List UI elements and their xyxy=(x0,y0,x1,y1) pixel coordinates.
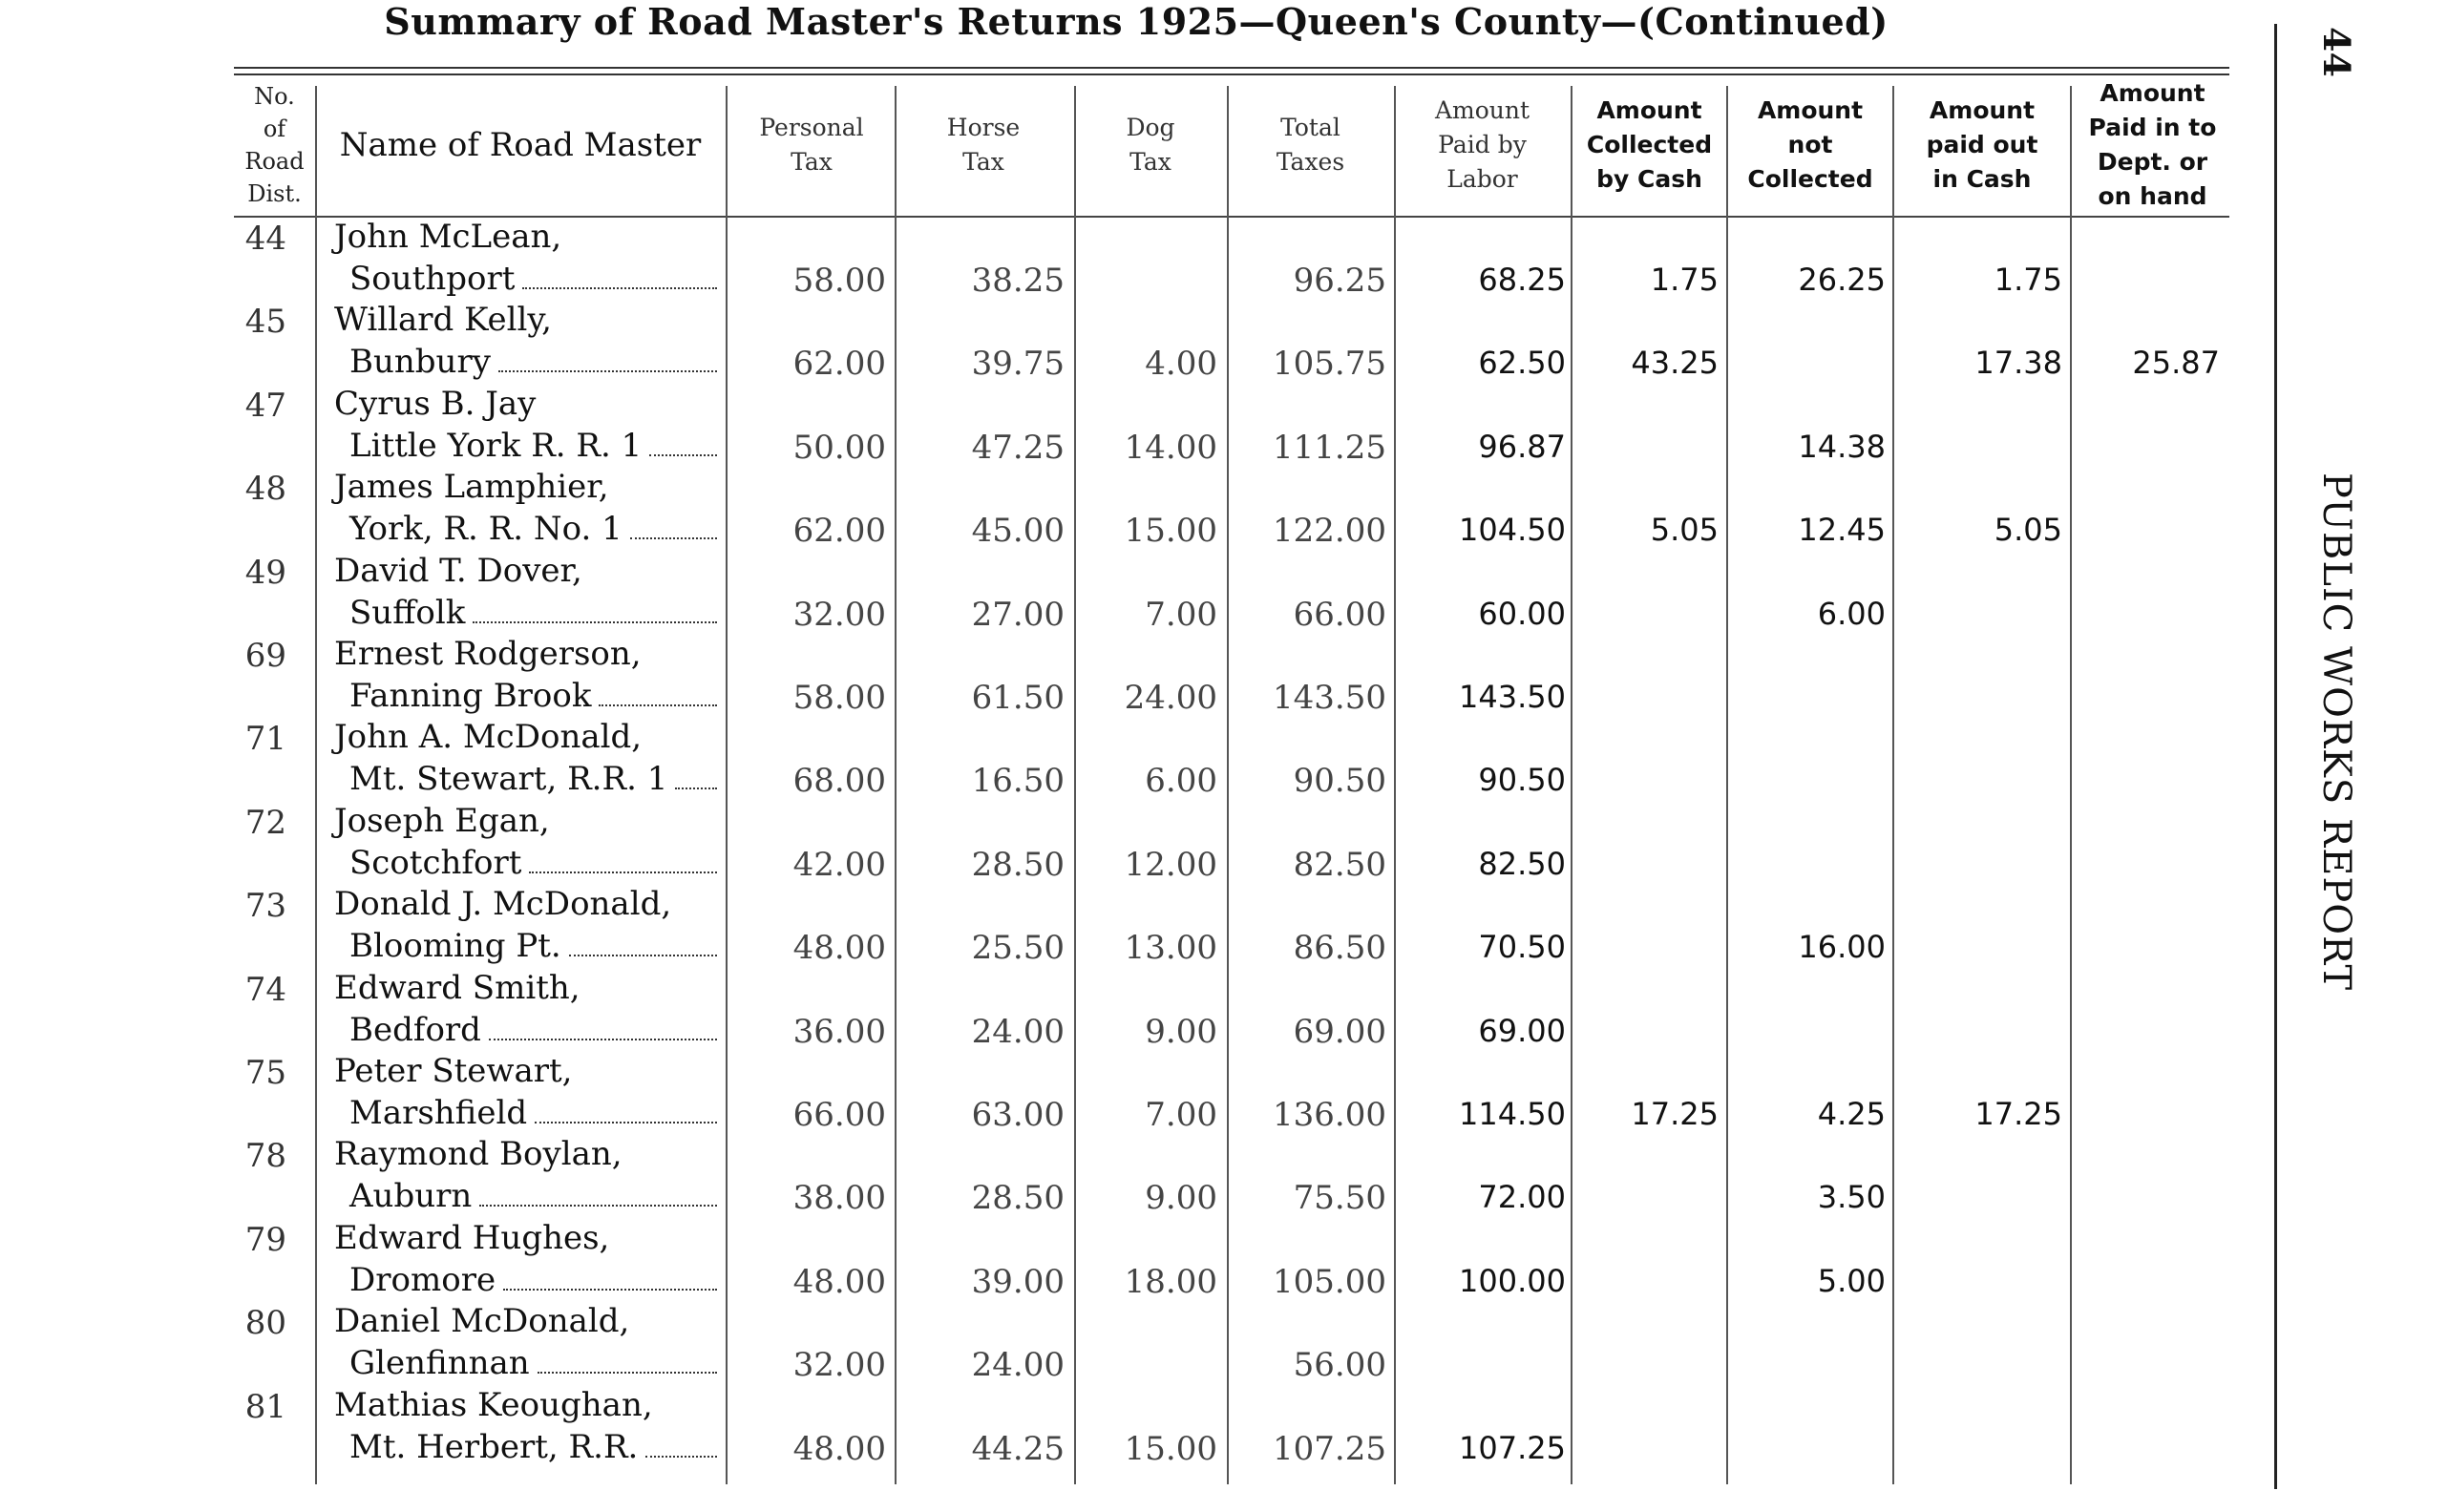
cell-dog: 9.00 xyxy=(1145,1012,1217,1051)
cell-horse: 28.50 xyxy=(971,845,1065,884)
road-master-place: Bunbury xyxy=(349,343,491,382)
cell-labor: 104.50 xyxy=(1459,512,1566,549)
cell-dog: 18.00 xyxy=(1124,1262,1217,1301)
page-title: Summary of Road Master's Returns 1925—Queen's County—(Continued) xyxy=(384,0,1889,43)
road-master-place: Scotchfort xyxy=(349,843,522,882)
page-number: 44 xyxy=(2315,27,2358,77)
road-master-place-line xyxy=(349,1261,717,1299)
cell-horse: 28.50 xyxy=(971,1179,1065,1218)
table-row xyxy=(0,635,2253,718)
cell-labor: 68.25 xyxy=(1478,262,1566,298)
header-name: Name of Road Master xyxy=(339,126,702,164)
cell-horse: 63.00 xyxy=(971,1096,1065,1134)
road-master-place-line xyxy=(349,760,717,798)
dot-leader xyxy=(498,346,717,372)
road-master-name: Peter Stewart, xyxy=(334,1052,573,1090)
cell-cash: 5.05 xyxy=(1650,512,1719,549)
cell-personal: 66.00 xyxy=(792,1096,886,1134)
cell-dog: 6.00 xyxy=(1145,762,1217,801)
road-master-name: Mathias Keoughan, xyxy=(334,1385,653,1424)
cell-horse: 24.00 xyxy=(971,1346,1065,1385)
cell-dog: 12.00 xyxy=(1124,845,1217,884)
cell-notcollected: 3.50 xyxy=(1817,1179,1886,1216)
header-dog-tax: Dog Tax xyxy=(1126,114,1175,176)
cell-horse: 44.25 xyxy=(971,1429,1065,1468)
cell-total: 105.00 xyxy=(1273,1262,1386,1301)
cell-horse: 27.00 xyxy=(971,595,1065,634)
cell-labor: 72.00 xyxy=(1478,1179,1566,1216)
dot-leader xyxy=(522,262,717,289)
table-row xyxy=(0,385,2253,468)
cell-notcollected: 14.38 xyxy=(1798,428,1886,465)
dot-leader xyxy=(630,513,717,539)
road-master-place: Mt. Stewart, R.R. 1 xyxy=(349,760,668,799)
cell-personal: 62.00 xyxy=(792,345,886,384)
cell-labor: 60.00 xyxy=(1478,595,1566,632)
road-master-place: York, R. R. No. 1 xyxy=(349,510,623,549)
header-road-dist: No. of Road Dist. xyxy=(244,83,305,207)
cell-total: 56.00 xyxy=(1293,1346,1386,1385)
road-master-name: John McLean, xyxy=(334,218,562,256)
road-dist-number: 45 xyxy=(244,303,286,342)
cell-total: 136.00 xyxy=(1273,1096,1386,1134)
table-row xyxy=(0,218,2253,301)
header-horse-tax: Horse Tax xyxy=(946,114,1021,176)
cell-horse: 39.00 xyxy=(971,1262,1065,1301)
dot-leader xyxy=(529,847,717,873)
road-master-name: John A. McDonald, xyxy=(334,718,643,757)
table-row xyxy=(0,1219,2253,1302)
table-row xyxy=(0,802,2253,885)
table-row xyxy=(0,1052,2253,1135)
cell-notcollected: 16.00 xyxy=(1798,929,1886,966)
dot-leader xyxy=(675,763,717,789)
cell-personal: 48.00 xyxy=(792,1429,886,1468)
road-master-name: James Lamphier, xyxy=(334,468,609,507)
road-master-place-line xyxy=(349,1428,717,1466)
cell-horse: 38.25 xyxy=(971,262,1065,300)
cell-cash: 17.25 xyxy=(1631,1096,1719,1132)
road-master-place: Glenfinnan xyxy=(349,1344,530,1383)
cell-paidout: 17.25 xyxy=(1974,1096,2062,1132)
cell-total: 86.50 xyxy=(1293,929,1386,968)
dot-leader xyxy=(489,1014,717,1040)
road-dist-number: 44 xyxy=(244,220,286,258)
road-master-place-line xyxy=(349,677,717,715)
road-master-name: Joseph Egan, xyxy=(334,801,550,840)
dot-leader xyxy=(569,930,717,956)
road-master-place: Bedford xyxy=(349,1010,481,1049)
road-master-place: Auburn xyxy=(349,1177,473,1216)
cell-dog: 15.00 xyxy=(1124,1429,1217,1468)
cell-total: 82.50 xyxy=(1293,845,1386,884)
road-dist-number: 74 xyxy=(244,970,286,1009)
road-master-place-line xyxy=(349,594,717,632)
road-master-place: Marshfield xyxy=(349,1094,528,1132)
cell-total: 75.50 xyxy=(1293,1179,1386,1218)
table-row xyxy=(0,718,2253,801)
dot-leader xyxy=(649,430,717,456)
road-master-place-line xyxy=(349,260,717,298)
cell-total: 105.75 xyxy=(1273,345,1386,384)
dot-leader xyxy=(473,597,717,623)
dot-leader xyxy=(538,1347,717,1374)
cell-dog: 7.00 xyxy=(1145,595,1217,634)
road-dist-number: 72 xyxy=(244,803,286,842)
road-master-place-line xyxy=(349,844,717,882)
road-master-name: Edward Smith, xyxy=(334,968,580,1007)
road-master-place: Suffolk xyxy=(349,593,466,632)
cell-total: 69.00 xyxy=(1293,1012,1386,1051)
cell-personal: 68.00 xyxy=(792,762,886,801)
cell-dog: 15.00 xyxy=(1124,512,1217,551)
road-dist-number: 49 xyxy=(244,553,286,592)
road-master-place-line xyxy=(349,510,717,548)
cell-paidout: 5.05 xyxy=(1994,512,2062,549)
running-head: PUBLIC WORKS REPORT xyxy=(2314,472,2358,992)
cell-personal: 36.00 xyxy=(792,1012,886,1051)
road-master-place: Blooming Pt. xyxy=(349,927,561,966)
road-dist-number: 69 xyxy=(244,637,286,675)
cell-paidout: 17.38 xyxy=(1974,345,2062,382)
road-dist-number: 80 xyxy=(244,1304,286,1343)
cell-cash: 1.75 xyxy=(1650,262,1719,298)
road-master-place-line xyxy=(349,427,717,465)
header-collected-by-cash: Amount Collected by Cash xyxy=(1586,96,1713,193)
cell-horse: 45.00 xyxy=(971,512,1065,551)
cell-total: 90.50 xyxy=(1293,762,1386,801)
road-master-place-line xyxy=(349,1094,717,1132)
header-not-collected: Amount not Collected xyxy=(1747,96,1873,193)
road-master-name: Donald J. McDonald, xyxy=(334,885,672,924)
cell-dog: 24.00 xyxy=(1124,679,1217,717)
road-dist-number: 47 xyxy=(244,386,286,425)
road-master-place-line xyxy=(349,343,717,381)
cell-paidout: 1.75 xyxy=(1994,262,2062,298)
cell-horse: 39.75 xyxy=(971,345,1065,384)
cell-personal: 62.00 xyxy=(792,512,886,551)
cell-labor: 96.87 xyxy=(1478,428,1566,465)
cell-notcollected: 5.00 xyxy=(1817,1262,1886,1299)
cell-total: 107.25 xyxy=(1273,1429,1386,1468)
dot-leader xyxy=(599,680,717,706)
cell-horse: 47.25 xyxy=(971,428,1065,467)
table-row xyxy=(0,552,2253,635)
road-master-name: Ernest Rodgerson, xyxy=(334,635,642,673)
cell-personal: 48.00 xyxy=(792,929,886,968)
road-dist-number: 75 xyxy=(244,1054,286,1092)
cell-labor: 70.50 xyxy=(1478,929,1566,966)
cell-labor: 90.50 xyxy=(1478,762,1566,799)
road-master-place: Southport xyxy=(349,260,516,298)
cell-personal: 42.00 xyxy=(792,845,886,884)
road-master-place: Little York R. R. 1 xyxy=(349,426,643,465)
road-dist-number: 81 xyxy=(244,1387,286,1426)
road-master-place-line xyxy=(349,1177,717,1215)
road-master-place: Dromore xyxy=(349,1260,496,1299)
header-paid-to-dept: Amount Paid in to Dept. or on hand xyxy=(2088,79,2217,210)
cell-total: 122.00 xyxy=(1273,512,1386,551)
dot-leader xyxy=(645,1431,717,1458)
cell-notcollected: 26.25 xyxy=(1798,262,1886,298)
cell-labor: 114.50 xyxy=(1459,1096,1566,1132)
cell-horse: 16.50 xyxy=(971,762,1065,801)
road-master-name: David T. Dover, xyxy=(334,551,582,590)
road-dist-number: 78 xyxy=(244,1137,286,1176)
cell-labor: 100.00 xyxy=(1459,1262,1566,1299)
table-row xyxy=(0,1135,2253,1218)
cell-cash: 43.25 xyxy=(1631,345,1719,382)
cell-total: 66.00 xyxy=(1293,595,1386,634)
cell-dog: 14.00 xyxy=(1124,428,1217,467)
cell-horse: 24.00 xyxy=(971,1012,1065,1051)
cell-total: 143.50 xyxy=(1273,679,1386,717)
dot-leader xyxy=(479,1180,717,1207)
cell-labor: 143.50 xyxy=(1459,679,1566,715)
cell-dog: 9.00 xyxy=(1145,1179,1217,1218)
table-row xyxy=(0,468,2253,551)
header-personal-tax: Personal Tax xyxy=(759,114,864,176)
cell-personal: 38.00 xyxy=(792,1179,886,1218)
road-dist-number: 71 xyxy=(244,720,286,759)
road-master-name: Raymond Boylan, xyxy=(334,1135,623,1174)
table-row xyxy=(0,1386,2253,1469)
cell-labor: 62.50 xyxy=(1478,345,1566,382)
cell-notcollected: 12.45 xyxy=(1798,512,1886,549)
cell-dept: 25.87 xyxy=(2132,345,2220,382)
road-master-name: Cyrus B. Jay xyxy=(334,384,537,423)
cell-total: 96.25 xyxy=(1293,262,1386,300)
road-dist-number: 48 xyxy=(244,470,286,509)
header-paid-by-labor: Amount Paid by Labor xyxy=(1434,96,1530,193)
cell-horse: 25.50 xyxy=(971,929,1065,968)
header-paid-out-in-cash: Amount paid out in Cash xyxy=(1926,96,2038,193)
cell-labor: 82.50 xyxy=(1478,845,1566,882)
table-row xyxy=(0,1302,2253,1385)
cell-notcollected: 6.00 xyxy=(1817,595,1886,632)
cell-personal: 58.00 xyxy=(792,262,886,300)
road-master-place-line xyxy=(349,1011,717,1049)
cell-total: 111.25 xyxy=(1273,428,1386,467)
table-row xyxy=(0,969,2253,1052)
cell-personal: 32.00 xyxy=(792,1346,886,1385)
road-master-name: Willard Kelly, xyxy=(334,301,552,340)
cell-personal: 58.00 xyxy=(792,679,886,717)
cell-personal: 50.00 xyxy=(792,428,886,467)
cell-notcollected: 4.25 xyxy=(1817,1096,1886,1132)
cell-personal: 48.00 xyxy=(792,1262,886,1301)
road-master-place-line xyxy=(349,927,717,965)
cell-personal: 32.00 xyxy=(792,595,886,634)
road-master-name: Daniel McDonald, xyxy=(334,1302,630,1341)
road-master-place: Mt. Herbert, R.R. xyxy=(349,1427,639,1466)
cell-labor: 107.25 xyxy=(1459,1429,1566,1466)
header-total-taxes: Total Taxes xyxy=(1276,114,1345,176)
table-row xyxy=(0,301,2253,384)
road-master-place: Fanning Brook xyxy=(349,677,592,715)
cell-horse: 61.50 xyxy=(971,679,1065,717)
cell-dog: 4.00 xyxy=(1145,345,1217,384)
table-row xyxy=(0,885,2253,968)
cell-labor: 69.00 xyxy=(1478,1012,1566,1049)
road-master-name: Edward Hughes, xyxy=(334,1218,610,1257)
road-dist-number: 73 xyxy=(244,887,286,926)
cell-dog: 7.00 xyxy=(1145,1096,1217,1134)
cell-dog: 13.00 xyxy=(1124,929,1217,968)
dot-leader xyxy=(503,1264,717,1291)
road-master-place-line xyxy=(349,1344,717,1382)
dot-leader xyxy=(535,1097,717,1124)
road-dist-number: 79 xyxy=(244,1220,286,1259)
margin-rule xyxy=(2274,24,2277,1489)
